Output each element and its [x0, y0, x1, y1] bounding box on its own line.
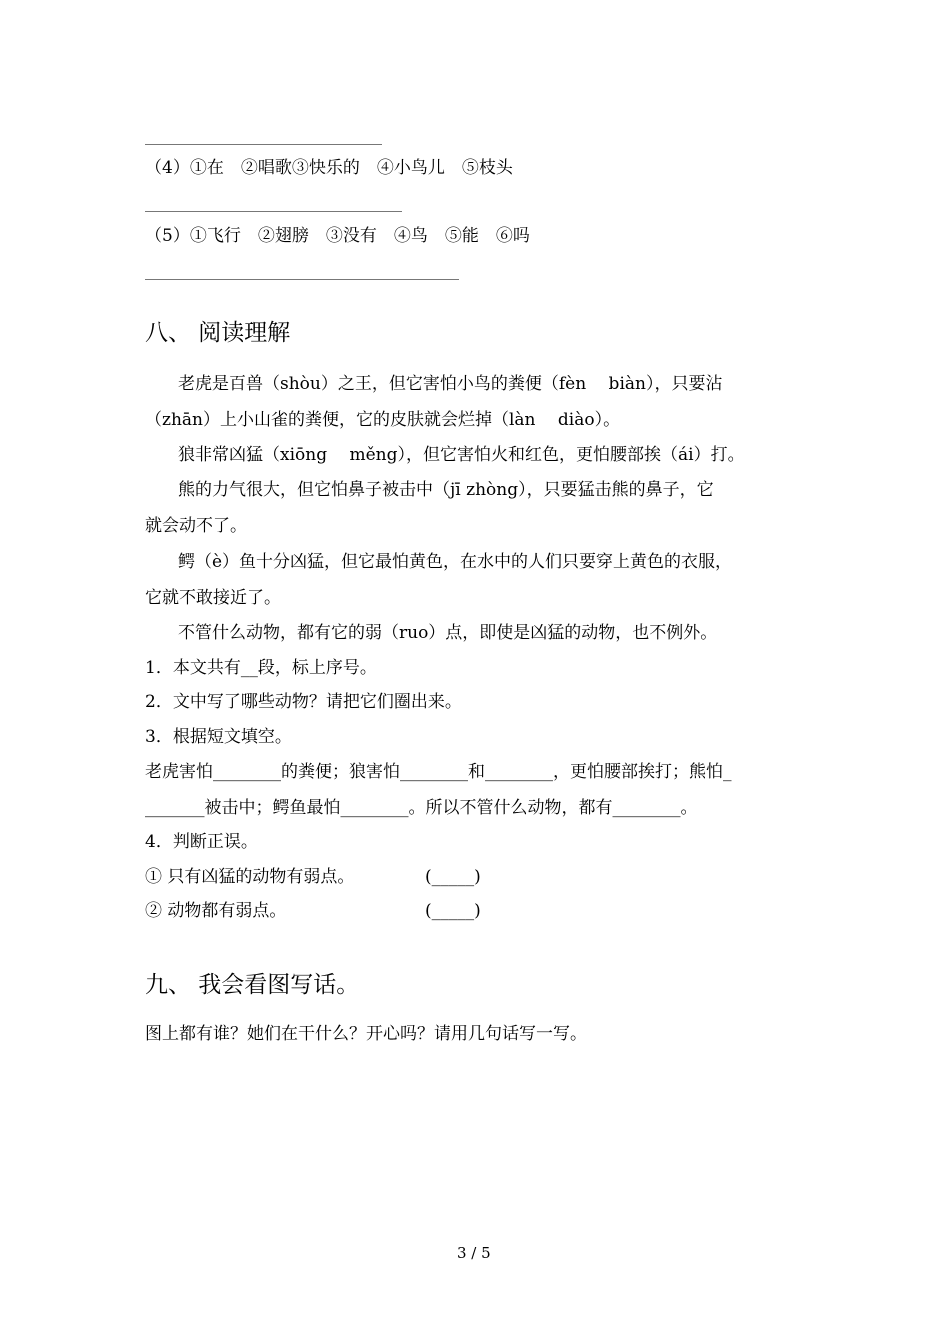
section-8-heading: 八、 阅读理解 [145, 320, 291, 346]
passage-line: （zhān）上小山雀的粪便，它的皮肤就会烂掉（làn diào）。 [145, 410, 621, 430]
judge-statement: ① 只有凶猛的动物有弱点。 [145, 867, 355, 887]
question-4: （4）①在 ②唱歌③快乐的 ④小鸟儿 ⑤枝头 [145, 158, 513, 178]
question-item: 3．根据短文填空。 [145, 727, 292, 747]
judge-answer-blank[interactable]: (_____) [425, 901, 481, 921]
question-5: （5）①飞行 ②翅膀 ③没有 ④鸟 ⑤能 ⑥吗 [145, 226, 530, 246]
passage-line: 就会动不了。 [145, 516, 247, 536]
fill-in-line: _______被击中；鳄鱼最怕________。所以不管什么动物，都有________。 [145, 798, 698, 818]
answer-line[interactable] [145, 279, 459, 280]
page-number: 3 / 5 [457, 1244, 491, 1262]
passage-line: 狼非常凶猛（xiōng měng），但它害怕火和红色，更怕腰部挨（ái）打。 [178, 445, 745, 465]
passage-line: 它就不敢接近了。 [145, 588, 281, 608]
writing-prompt: 图上都有谁？她们在干什么？开心吗？请用几句话写一写。 [145, 1024, 587, 1044]
passage-line: 不管什么动物，都有它的弱（ruo）点，即使是凶猛的动物，也不例外。 [178, 623, 718, 643]
answer-line[interactable] [145, 211, 402, 212]
judge-statement: ② 动物都有弱点。 [145, 901, 287, 921]
question-item: 2．文中写了哪些动物？请把它们圈出来。 [145, 692, 462, 712]
passage-line: 老虎是百兽（shòu）之王，但它害怕小鸟的粪便（fèn biàn），只要沾 [178, 374, 723, 394]
question-item: 1．本文共有__段，标上序号。 [145, 658, 377, 678]
passage-line: 鳄（è）鱼十分凶猛，但它最怕黄色，在水中的人们只要穿上黄色的衣服， [178, 552, 733, 572]
section-9-heading: 九、 我会看图写话。 [145, 972, 360, 998]
answer-line[interactable] [145, 144, 382, 145]
judge-answer-blank[interactable]: (_____) [425, 867, 481, 887]
passage-line: 熊的力气很大，但它怕鼻子被击中（jī zhòng），只要猛击熊的鼻子，它 [178, 480, 714, 500]
question-item: 4．判断正误。 [145, 832, 258, 852]
fill-in-line: 老虎害怕________的粪便；狼害怕________和________，更怕腰部挨打；熊怕_ [145, 762, 732, 782]
